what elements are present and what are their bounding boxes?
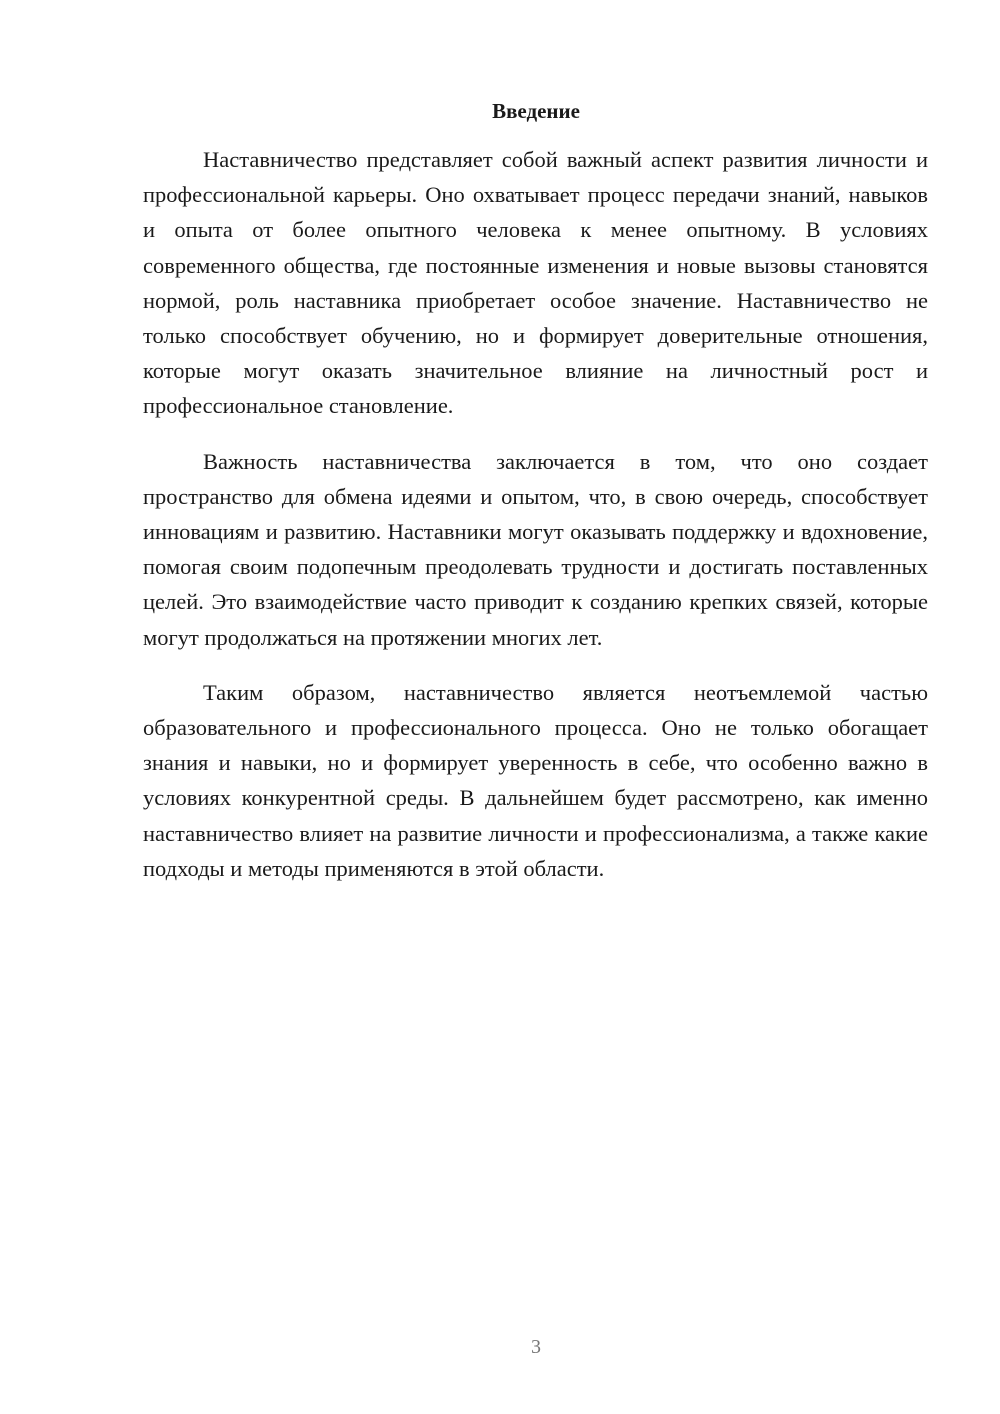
paragraph-1: Наставничество представляет собой важный аспект развития личности и профессиональной карьеры. Оно охватывает процесс передачи знаний, навыков и опыта от более опытного человека к менее опытному. В условиях современного общества, где постоянные изменения и новые вызовы становятся нормой, роль наставника приобретает особое значение. Наставничество не только способствует обучению, но и формирует доверительные отношения, которые могут оказать значительное влияние на личностный рост и профессиональное становление. [143,147,928,419]
paragraph-3: Таким образом, наставничество является неотъемлемой частью образовательного и профессионального процесса. Оно не только обогащает знания и навыки, но и формирует уверенность в себе, что особенно важно в условиях конкурентной среды. В дальнейшем будет рассмотрено, как именно наставничество влияет на развитие личности и профессионализма, а также какие подходы и методы применяются в этой области. [143,679,928,881]
body-text [143,142,928,906]
page-title: Введение [492,99,580,123]
page-number: 3 [531,1336,541,1358]
paragraph-2: Важность наставничества заключается в том, что оно создает пространство для обмена идеями и опытом, что, в свою очередь, способствует инновациям и развитию. Наставники могут оказывать поддержку и вдохновение, помогая своим подопечным преодолевать трудности и достигать поставленных целей. Это взаимодействие часто приводит к созданию крепких связей, которые могут продолжаться на протяжении многих лет. [143,448,928,650]
